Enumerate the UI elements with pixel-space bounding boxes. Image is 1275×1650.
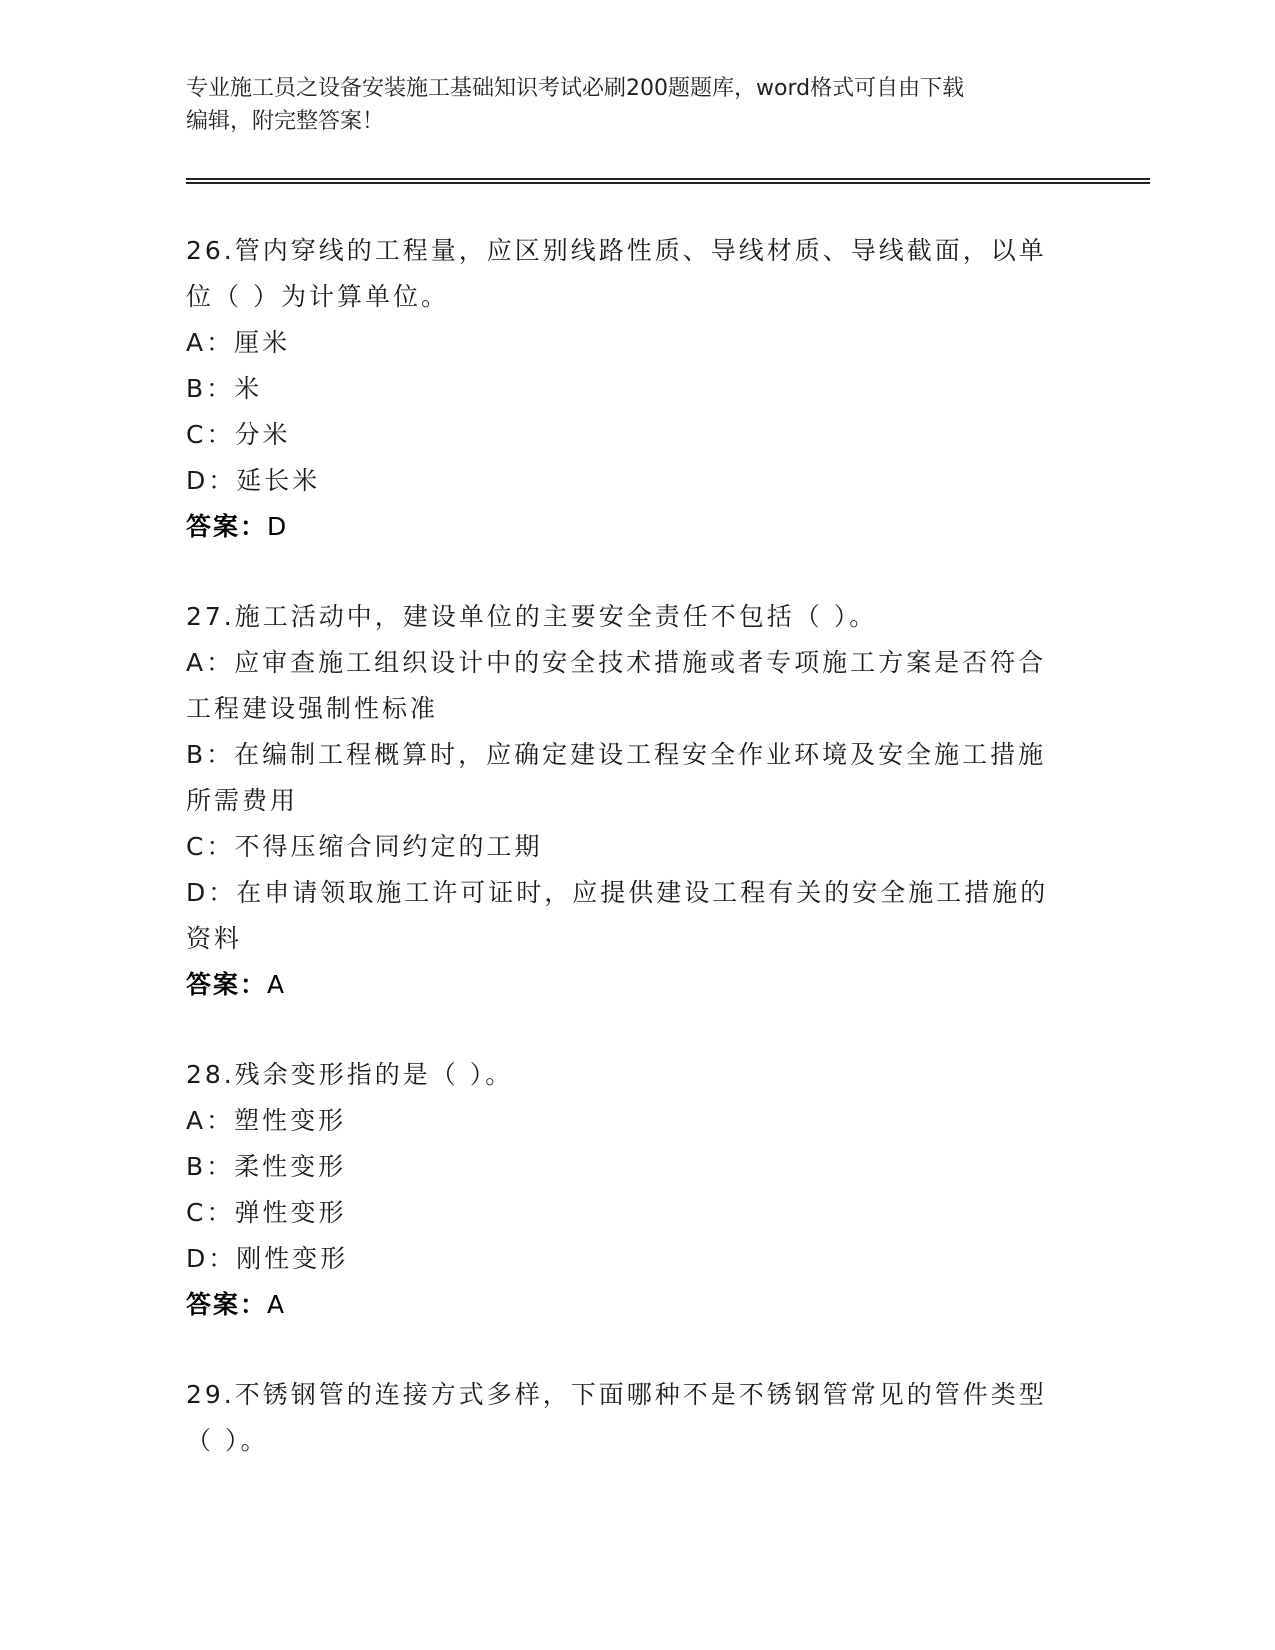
correct-answer — [186, 504, 1086, 550]
answer-option: 资料 — [186, 924, 243, 953]
correct-answer — [186, 1282, 1086, 1328]
question-text: 26.管内穿线的工程量，应区别线路性质、导线材质、导线截面，以单 — [186, 236, 1047, 265]
answer-label: 答案： — [186, 1290, 268, 1319]
answer-label: 答案： — [186, 970, 268, 999]
question-text: 28.残余变形指的是（ ）。 — [186, 1060, 514, 1089]
header-divider — [186, 178, 1150, 184]
question-list — [186, 228, 1086, 1508]
question-text: （ ）。 — [186, 1426, 269, 1455]
correct-answer — [186, 962, 1086, 1008]
answer-option: B：柔性变形 — [186, 1152, 347, 1181]
answer-value: A — [267, 970, 285, 999]
answer-value: A — [267, 1290, 285, 1319]
answer-option: C：弹性变形 — [186, 1198, 347, 1227]
answer-option: A：塑性变形 — [186, 1106, 347, 1135]
answer-option: 工程建设强制性标准 — [186, 694, 439, 723]
header-title-line-2: 编辑，附完整答案！ — [186, 109, 385, 134]
question-text: 27.施工活动中，建设单位的主要安全责任不包括（ ）。 — [186, 602, 878, 631]
answer-option: D：延长米 — [186, 466, 321, 495]
answer-value: D — [267, 512, 287, 541]
document-header — [186, 72, 1086, 138]
question-block — [186, 1372, 1086, 1464]
answer-option: D：在申请领取施工许可证时，应提供建设工程有关的安全施工措施的 — [186, 878, 1049, 907]
answer-option: 所需费用 — [186, 786, 299, 815]
question-block — [186, 594, 1086, 1008]
question-block — [186, 228, 1086, 550]
answer-option: A：厘米 — [186, 328, 291, 357]
answer-option: D：刚性变形 — [186, 1244, 349, 1273]
question-block — [186, 1052, 1086, 1328]
header-title-line-1: 专业施工员之设备安装施工基础知识考试必刷200题题库，word格式可自由下载 — [186, 76, 965, 101]
answer-option: C：不得压缩合同约定的工期 — [186, 832, 543, 861]
answer-option: B：在编制工程概算时，应确定建设工程安全作业环境及安全施工措施 — [186, 740, 1047, 769]
answer-option: B：米 — [186, 374, 263, 403]
question-text: 位（ ）为计算单位。 — [186, 282, 449, 311]
answer-option: C：分米 — [186, 420, 291, 449]
question-text: 29.不锈钢管的连接方式多样，下面哪种不是不锈钢管常见的管件类型 — [186, 1380, 1047, 1409]
answer-option: A：应审查施工组织设计中的安全技术措施或者专项施工方案是否符合 — [186, 648, 1047, 677]
answer-label: 答案： — [186, 512, 268, 541]
